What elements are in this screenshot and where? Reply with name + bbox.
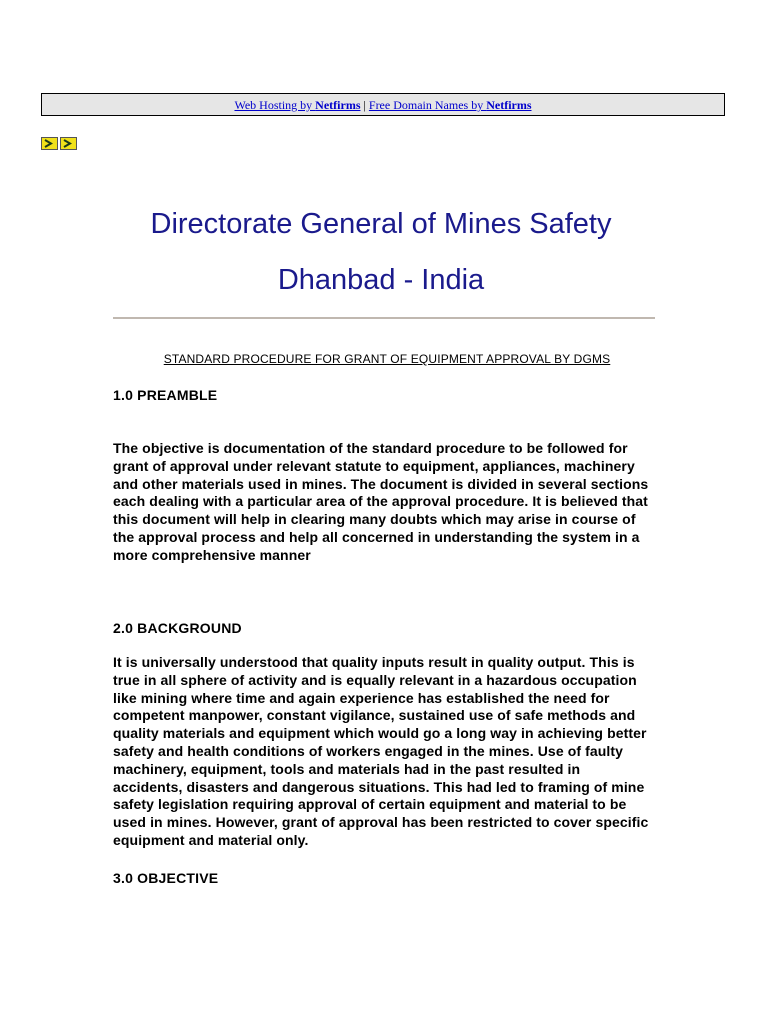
free-domain-link[interactable] [369,98,532,112]
page-title: Directorate General of Mines Safety [150,208,612,240]
section-title-background: 2.0 BACKGROUND [113,620,242,636]
section-body-background: It is universally understood that quality inputs result in quality output. This is true in all sphere of activity and is equally relevant in a hazardous occupation like mining where time and again experience has established the need for competent manpower, constant vigilance, sustained use of safe methods and quality materials and equipment which would go a long way in achieving better safety and health conditions of workers engaged in the mines. Use of faulty machinery, equipment, tools and materials had in the past resulted in accidents, disasters and dangerous situations. This had led to framing of mine safety legislation requiring approval of certain equipment and material to be used in mines. However, grant of approval has been restricted to cover specific equipment and material only. [113,654,649,848]
arrow-icon [61,138,76,149]
arrow-icon [42,138,57,149]
section-title-objective: 3.0 OBJECTIVE [113,870,219,886]
web-hosting-link-text: Web Hosting by [234,98,316,112]
section-title-preamble: 1.0 PREAMBLE [113,387,218,403]
netfirms-brand: Netfirms [315,98,361,112]
nav-arrows [41,137,77,150]
page-subtitle: Dhanbad - India [277,264,485,296]
web-hosting-link[interactable] [234,98,360,112]
nav-forward-button[interactable] [60,137,77,150]
document-heading: STANDARD PROCEDURE FOR GRANT OF EQUIPMENT APPROVAL BY DGMS [163,352,611,366]
section-body-preamble: The objective is documentation of the standard procedure to be followed for grant of approval under relevant statute to equipment, appliances, machinery and other materials used in mines. The document is divided in several sections each dealing with a particular area of the approval procedure. It is believed that this document will help in clearing many doubts which may arise in course of the approval process and help all concerned in understanding the system in a more comprehensive manner [113,440,649,563]
free-domain-link-text: Free Domain Names by [368,98,487,112]
nav-back-button[interactable] [41,137,58,150]
divider [113,317,655,319]
hosting-banner [41,93,725,116]
netfirms-brand: Netfirms [486,98,532,112]
link-separator: | [363,98,366,112]
